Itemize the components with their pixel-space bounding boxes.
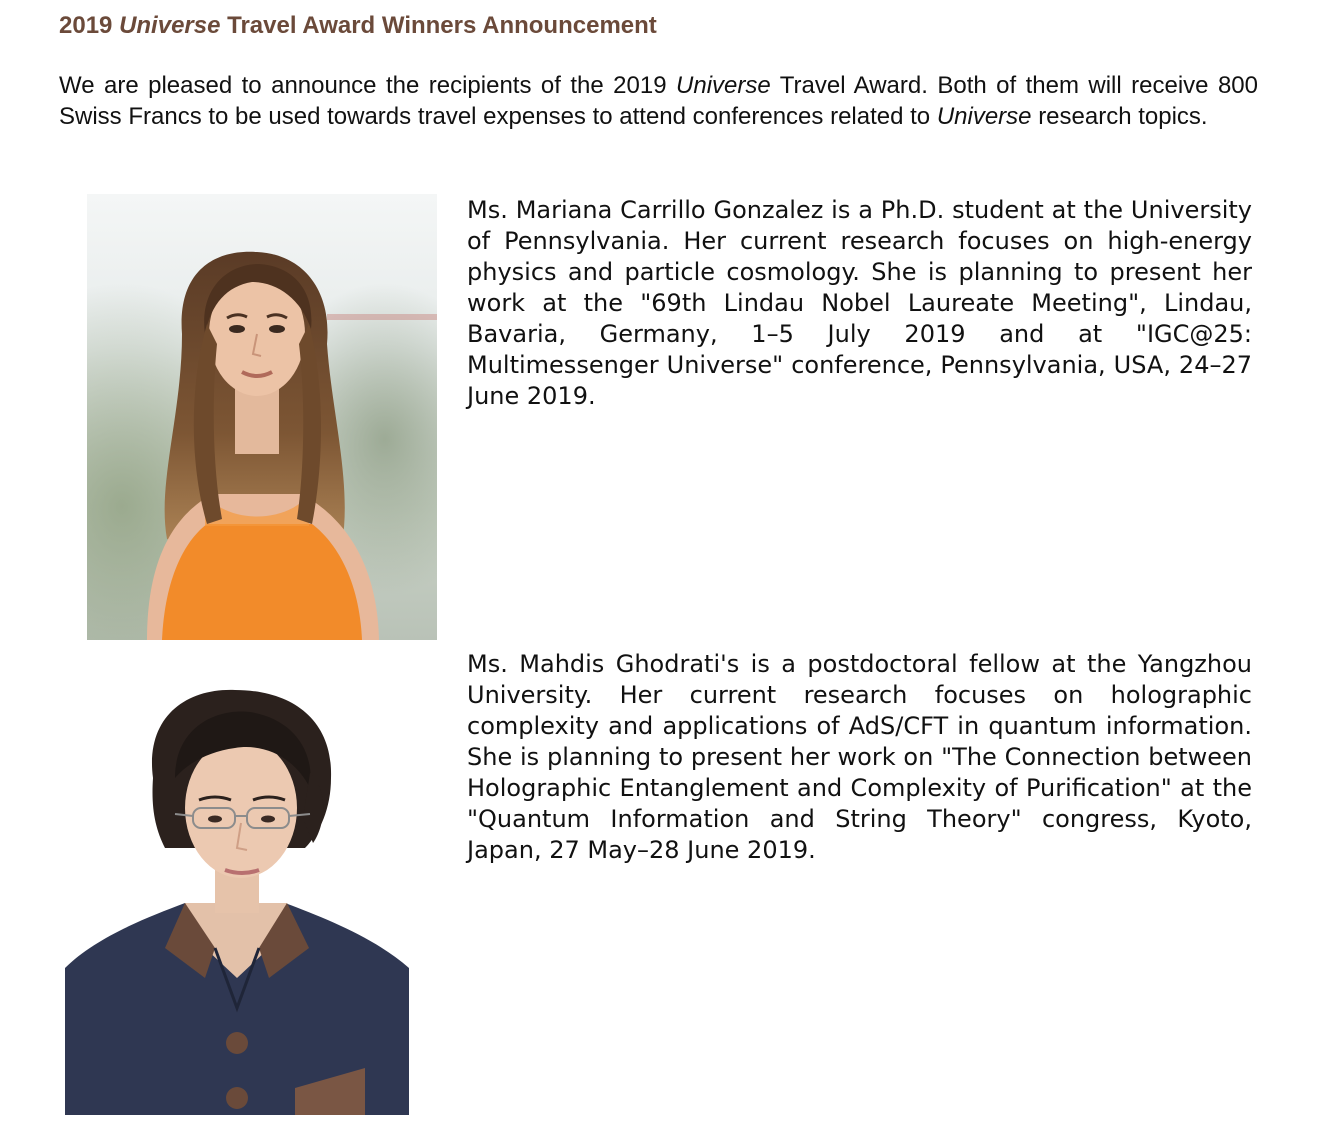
portrait-illustration-1 [87, 194, 437, 640]
title-year: 2019 [59, 12, 113, 39]
intro-journal-name-1: Universe [676, 72, 771, 99]
winner-bio-mahdis: Ms. Mahdis Ghodrati's is a postdoctoral fellow at the Yangzhou University. Her current research focuses on holographic complexity and applications of AdS/CFT in quantum information. She is planning to present her work on "The Connection between Holographic Entanglement and Complexity of Purification" at the "Quantum Information and String Theory" congress, Kyoto, Japan, 27 May–28 June 2019. [467, 650, 1252, 864]
page-title [59, 12, 657, 40]
title-rest: Travel Award Winners Announcement [227, 12, 657, 39]
winner-photo-mahdis [65, 648, 409, 1115]
portrait-illustration-2 [65, 648, 409, 1115]
title-journal-name: Universe [119, 12, 221, 39]
intro-text-3: research topics. [1038, 103, 1208, 130]
winner-photo-mariana [87, 194, 437, 640]
winner-bio-mariana: Ms. Mariana Carrillo Gonzalez is a Ph.D. student at the University of Pennsylvania. Her current research focuses on high-energy physics and particle cosmology. She is planning to present her work at the "69th Lindau Nobel Laureate Meeting", Lindau, Bavaria, Germany, 1–5 July 2019 and at "IGC@25: Multimessenger Universe" conference, Pennsylvania, USA, 24–27 June 2019. [467, 196, 1252, 410]
intro-paragraph [59, 70, 1258, 132]
intro-text-1: We are pleased to announce the recipients of the 2019 [59, 72, 667, 99]
intro-journal-name-2: Universe [936, 103, 1032, 130]
intro-text-2: Travel Award. Both of them will receive 800 Swiss Francs to be used towards travel expenses to attend conferences related to [59, 72, 1259, 130]
